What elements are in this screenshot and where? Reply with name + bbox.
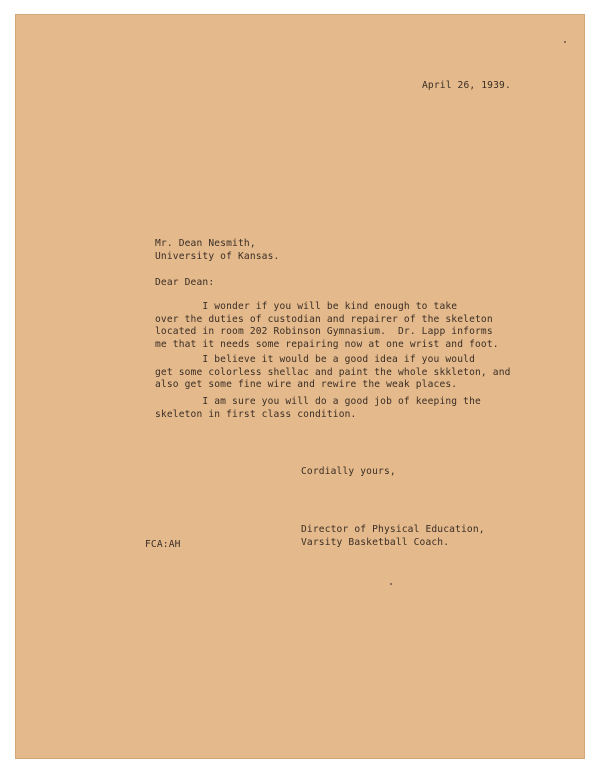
signature-title-2: Varsity Basketball Coach. <box>301 537 450 548</box>
paragraph-line: located in room 202 Robinson Gymnasium. Dr. Lapp informs <box>155 326 493 338</box>
letter-page <box>15 14 585 759</box>
paragraph-1 <box>155 301 499 351</box>
recipient-institution: University of Kansas. <box>155 251 280 262</box>
letter-date: April 26, 1939. <box>422 80 511 91</box>
signature-title-1: Director of Physical Education, <box>301 524 485 535</box>
paragraph-line: also get some fine wire and rewire the weak places. <box>155 379 458 391</box>
paragraph-line: I believe it would be a good idea if you would <box>155 354 475 365</box>
closing: Cordially yours, <box>301 466 396 477</box>
paper-speck <box>390 583 392 585</box>
paragraph-line: I am sure you will do a good job of keeping the <box>155 396 481 407</box>
recipient-name: Mr. Dean Nesmith, <box>155 238 256 249</box>
paragraph-line: over the duties of custodian and repairer of the skeleton <box>155 313 493 325</box>
salutation: Dear Dean: <box>155 277 215 288</box>
paragraph-line: I wonder if you will be kind enough to take <box>155 301 458 312</box>
paragraph-3 <box>155 396 481 421</box>
paragraph-line: me that it needs some repairing now at one wrist and foot. <box>155 338 499 350</box>
paragraph-2 <box>155 354 511 392</box>
paper-speck <box>564 41 566 43</box>
paragraph-line: get some colorless shellac and paint the whole skkleton, and <box>155 366 511 378</box>
paragraph-line: skeleton in first class condition. <box>155 408 357 420</box>
reference-initials: FCA:AH <box>145 539 181 550</box>
